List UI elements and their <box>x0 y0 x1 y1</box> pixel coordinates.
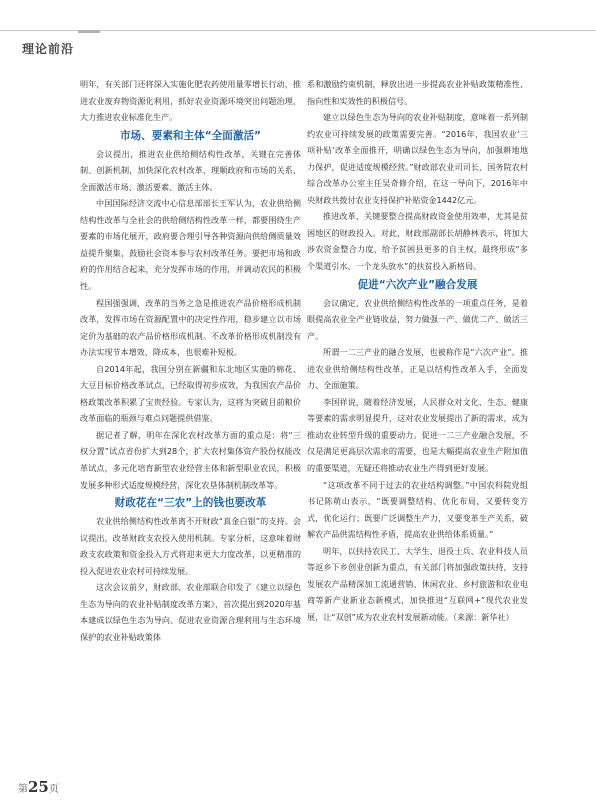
paragraph: 据记者了解，明年在深化农村改革方面的重点是：将“三权分置”试点省份扩大到28个，扩大农村集体资产股份权能改革试点，多元化培育新型农业经营主体和新型职业农民，积极发展多种形式适度规模经营，深化农垦体制机制改革等。 <box>80 429 301 490</box>
page-number: 25 <box>28 778 49 796</box>
paragraph: 建立以绿色生态为导向的农业补贴制度，意味着一系列制约农业可持续发展的政策需要完善。“2016年，我国农业‘三项补贴’改革全面推开，明确以绿色生态为导向，加强耕地地力保护，促进适度规模经营。”财政部农业司司长、国务院农村综合改革办公室主任吴奇修介绍，在这一导向下，2016年中央财政共拨付农业支持保护补贴资金1442亿元。 <box>307 112 528 205</box>
section-tag: 理论前沿 <box>22 42 75 56</box>
paragraph: 自2014年起，我国分别在新疆和东北地区实施的棉花、大豆目标价格改革试点，已经取得初步成效，为我国农产品价格政策改革积累了宝贵经验。专家认为，这将为突破目前粮价改革面临的瓶颈与难点问题提供借鉴。 <box>80 363 301 424</box>
paragraph: 会议提出，推进农业供给侧结构性改革，关键在完善体制、创新机制，加快深化农村改革，理顺政府和市场的关系，全面激活市场、激活要素、激活主体。 <box>80 148 301 192</box>
paragraph: 中国国际经济交流中心信息部部长王军认为，农业供给侧结构性改革与全社会的供给侧结构性改革一样，都要围绕生产要素的市场化展开，政府要合理引导各种资源向供给侧质量效益提升聚集，鼓励社会资本参与农村改革任务。要把市场和政府的作用结合起来，充分发挥市场的作用，并调动农民的积极性。 <box>80 198 301 292</box>
paragraph: 推进改革，关键要整合提高财政资金使用效率，尤其是贫困地区的财政投入。对此，财政部副部长胡静林表示，将加大涉农资金整合力度，给予贫困县更多的自主权，最终形成“多个渠道引水、一个龙头放水”的扶贫投入新格局。 <box>307 211 528 272</box>
section-heading: 促进“六次产业”融合发展 <box>357 278 478 291</box>
paragraph: 会议确定，农业供给侧结构性改革的一项重点任务，是着眼提高农业全产业链收益，努力做强一产、做优二产、做活三产。 <box>307 297 528 341</box>
paragraph: 明年，有关部门还将深入实施化肥农药使用量零增长行动，推进农业废弃物资源化利用，抓好农业资源环境突出问题治理，大力推进农业标准化生产。 <box>80 79 301 123</box>
paragraph: 李国祥说，随着经济发展，人民群众对文化、生态、健康等要素的需求明显提升，这对农业发展提出了新的需求，成为推动农业转型升级的重要动力。促进一二三产业融合发展，不仅是满足更高层次需求的需要，也是大幅提高农业生产附加值的重要渠道，无疑还将推动农业生产得到更好发展。 <box>307 396 528 474</box>
paragraph: 这次会议前夕，财政部、农业部联合印发了《建立以绿色生态为导向的农业补贴制度改革方案》，首次提出到2020年基本建成以绿色生态为导向、促进农业资源合理利用与生态环境保护的农业补贴政策体 <box>80 582 301 642</box>
footer-prefix: 第 <box>18 784 28 795</box>
left-column <box>80 76 301 646</box>
paragraph: 明年，以扶持农民工、大学生、退役士兵、农业科技人员等返乡下乡创业创新为重点，有关部门将加强政策扶持，支持发展农产品精深加工流通营销、休闲农业、乡村旅游和农业电商等新产业新业态新模式，加快推进“互联网+”现代农业发展，让“双创”成为农业农村发展新动能。（来源：新华社） <box>307 545 528 622</box>
page-footer <box>18 778 59 796</box>
paragraph: 所谓一二三产业的融合发展，也被称作是“六次产业”。推进农业供给侧结构性改革，正是以结构性改革入手，全面发力、全面施策。 <box>307 347 528 391</box>
section-heading: 市场、要素和主体“全面激活” <box>119 129 262 142</box>
paragraph: 系和激励约束机制，释放出进一步提高农业补贴政策精准性、指向性和实效性的积极信号。 <box>307 79 528 106</box>
section-heading: 财政花在“三农”上的钱也要改革 <box>114 497 267 510</box>
paragraph: 农业供给侧结构性改革离不开财政“真金白银”的支持。会议提出，改革财政支农投入使用机制。专家分析，这意味着财政支农政策和资金投入方式将迎来更大力度改革，以更精准的投入促进农业农村可持续发展。 <box>80 516 301 576</box>
paragraph: “这项改革不同于过去的农业结构调整。”中国农科院党组书记陈萌山表示，“既要调整结构、优化布局，又要转变方式，优化运行；既要广泛调整生产力，又要变革生产关系，破解农产品供需结构性矛盾，提高农业供给体系质量。” <box>307 479 528 540</box>
paragraph: 程国强强调，改革的当务之急是推进农产品价格形成机制改革，发挥市场在资源配置中的决定性作用，稳步建立以市场定价为基础的农产品价格形成机制。不改革价格形成机制没有办法实现节本增效、降成本，也很难补短板。 <box>80 297 301 358</box>
footer-suffix: 页 <box>48 784 59 795</box>
right-column <box>307 76 528 626</box>
header-accent-bar <box>78 30 100 33</box>
